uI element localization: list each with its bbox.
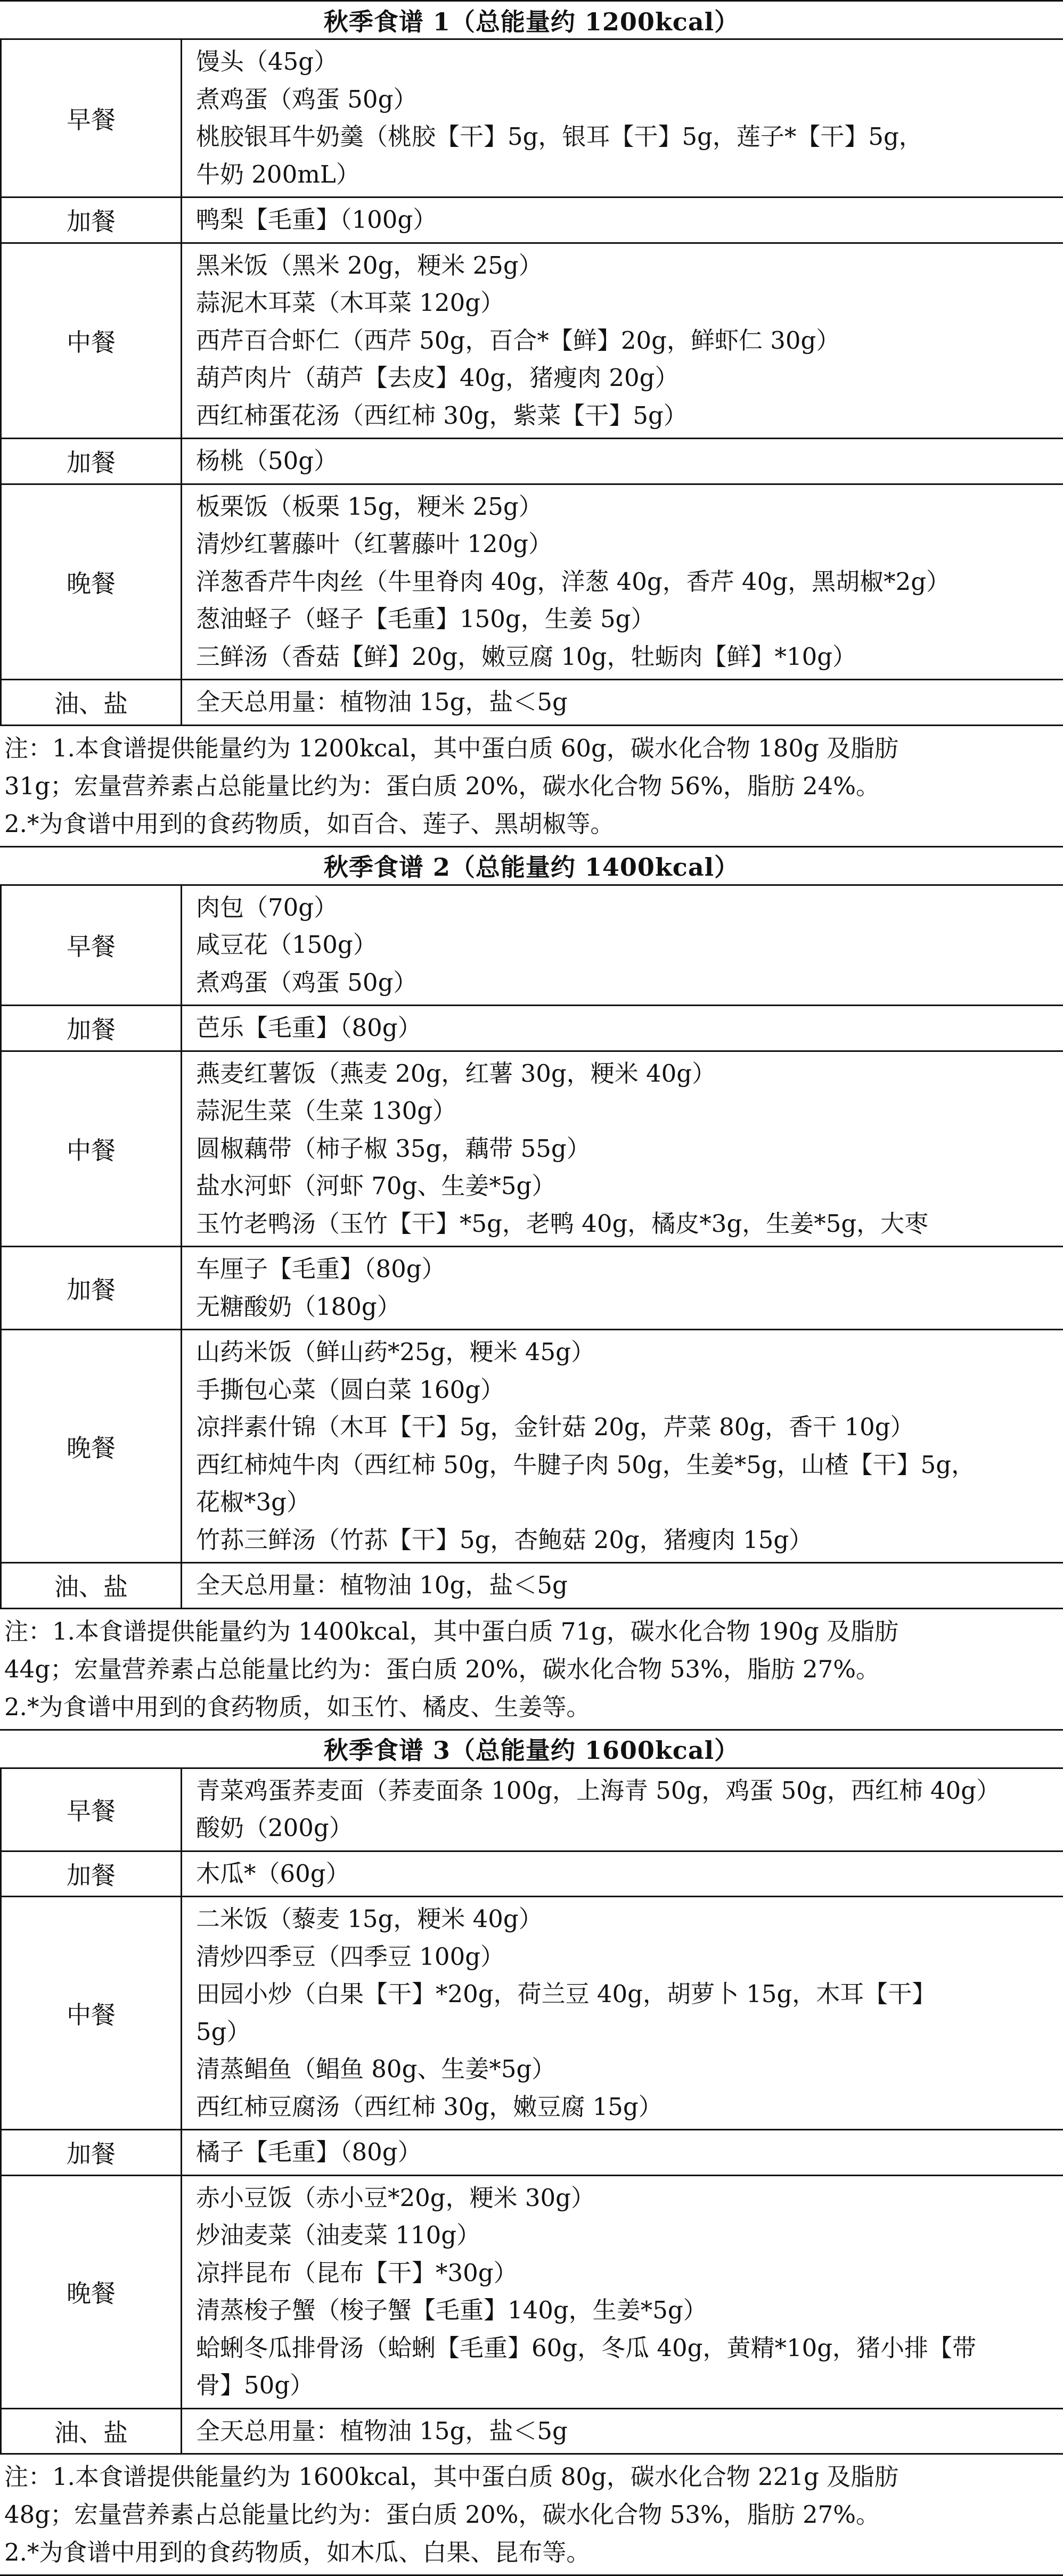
dish-line: 田园小炒（白果【干】*20g，荷兰豆 40g，胡萝卜 15g，木耳【干】: [196, 1976, 1058, 2013]
dish-line: 二米饭（藜麦 15g，粳米 40g）: [196, 1900, 1058, 1938]
note-line: 2.*为食谱中用到的食药物质，如百合、莲子、黑胡椒等。: [4, 805, 1058, 843]
note-line: 注：1.本食谱提供能量约为 1600kcal，其中蛋白质 80g，碳水化合物 221g 及脂肪: [4, 2458, 1058, 2496]
meal-name: 早餐: [0, 886, 182, 1005]
dish-line: 蛤蜊冬瓜排骨汤（蛤蜊【毛重】60g，冬瓜 40g，黄精*10g，猪小排【带: [196, 2330, 1058, 2367]
meal-row: [0, 1052, 1063, 1248]
meal-row: [0, 1006, 1063, 1052]
meal-items: [182, 439, 1063, 483]
note-line: 31g；宏量营养素占总能量比约为：蛋白质 20%，碳水化合物 56%，脂肪 24%。: [4, 767, 1058, 805]
dish-line: 桃胶银耳牛奶羹（桃胶【干】5g，银耳【干】5g，莲子*【干】5g，: [196, 118, 1058, 156]
menu-title: 秋季食谱 1（总能量约 1200kcal）: [0, 2, 1063, 40]
dish-line: 清炒四季豆（四季豆 100g）: [196, 1938, 1058, 1976]
dish-line: 西红柿豆腐汤（西红柿 30g，嫩豆腐 15g）: [196, 2088, 1058, 2126]
meal-items: [182, 198, 1063, 242]
meal-row: [0, 2409, 1063, 2455]
dish-line: 葫芦肉片（葫芦【去皮】40g，猪瘦肉 20g）: [196, 359, 1058, 397]
meal-items: [182, 40, 1063, 196]
dish-line: 全天总用量：植物油 10g，盐＜5g: [196, 1567, 1058, 1604]
meal-items: [182, 1852, 1063, 1896]
meal-name: 晚餐: [0, 1330, 182, 1562]
menu-title: 秋季食谱 2（总能量约 1400kcal）: [0, 847, 1063, 886]
dish-line: 杨桃（50g）: [196, 442, 1058, 480]
note-line: 48g；宏量营养素占总能量比约为：蛋白质 20%，碳水化合物 53%，脂肪 27%。: [4, 2496, 1058, 2533]
dish-line: 凉拌素什锦（木耳【干】5g，金针菇 20g，芹菜 80g，香干 10g）: [196, 1409, 1058, 1446]
meal-name: 加餐: [0, 439, 182, 483]
dish-line: 西芹百合虾仁（西芹 50g，百合*【鲜】20g，鲜虾仁 30g）: [196, 322, 1058, 360]
dish-line: 5g）: [196, 2013, 1058, 2051]
meal-name: 油、盐: [0, 680, 182, 725]
meal-row: [0, 439, 1063, 485]
dish-line: 赤小豆饭（赤小豆*20g，粳米 30g）: [196, 2179, 1058, 2217]
meal-name: 晚餐: [0, 2176, 182, 2408]
meal-row: [0, 680, 1063, 726]
dish-line: 清炒红薯藤叶（红薯藤叶 120g）: [196, 525, 1058, 563]
dish-line: 西红柿炖牛肉（西红柿 50g，牛腱子肉 50g，生姜*5g，山楂【干】5g，: [196, 1446, 1058, 1484]
dish-line: 手撕包心菜（圆白菜 160g）: [196, 1371, 1058, 1409]
dish-line: 鸭梨【毛重】（100g）: [196, 201, 1058, 239]
dish-line: 肉包（70g）: [196, 889, 1058, 927]
menu-section: [0, 847, 1063, 1731]
dish-line: 清蒸梭子蟹（梭子蟹【毛重】140g，生姜*5g）: [196, 2292, 1058, 2330]
meal-name: 中餐: [0, 1052, 182, 1246]
meal-row: [0, 244, 1063, 440]
meal-row: [0, 1563, 1063, 1609]
meal-items: [182, 1330, 1063, 1562]
note-line: 2.*为食谱中用到的食药物质，如木瓜、白果、昆布等。: [4, 2533, 1058, 2571]
meal-name: 油、盐: [0, 1563, 182, 1608]
menu-section: [0, 2, 1063, 847]
meal-items: [182, 1897, 1063, 2129]
meal-items: [182, 1052, 1063, 1246]
dish-line: 木瓜*（60g）: [196, 1855, 1058, 1893]
dish-line: 炒油麦菜（油麦菜 110g）: [196, 2217, 1058, 2254]
dish-line: 盐水河虾（河虾 70g、生姜*5g）: [196, 1167, 1058, 1205]
meal-items: [182, 485, 1063, 679]
dish-line: 橘子【毛重】（80g）: [196, 2134, 1058, 2171]
meal-name: 油、盐: [0, 2409, 182, 2454]
meal-items: [182, 680, 1063, 725]
menu-title: 秋季食谱 3（总能量约 1600kcal）: [0, 1731, 1063, 1769]
meal-items: [182, 2176, 1063, 2408]
meal-name: 中餐: [0, 244, 182, 438]
dish-line: 洋葱香芹牛肉丝（牛里脊肉 40g，洋葱 40g，香芹 40g，黑胡椒*2g）: [196, 563, 1058, 601]
meal-items: [182, 244, 1063, 438]
dish-line: 圆椒藕带（柿子椒 35g，藕带 55g）: [196, 1130, 1058, 1168]
meal-name: 加餐: [0, 1852, 182, 1896]
dish-line: 玉竹老鸭汤（玉竹【干】*5g，老鸭 40g，橘皮*3g，生姜*5g，大枣: [196, 1205, 1058, 1243]
dish-line: 凉拌昆布（昆布【干】*30g）: [196, 2254, 1058, 2292]
meal-items: [182, 886, 1063, 1005]
dish-line: 咸豆花（150g）: [196, 926, 1058, 964]
dish-line: 葱油蛏子（蛏子【毛重】150g，生姜 5g）: [196, 600, 1058, 638]
meal-name: 中餐: [0, 1897, 182, 2129]
meal-items: [182, 1247, 1063, 1329]
meal-items: [182, 1769, 1063, 1850]
meal-row: [0, 485, 1063, 681]
meal-items: [182, 2409, 1063, 2454]
note-line: 注：1.本食谱提供能量约为 1200kcal，其中蛋白质 60g，碳水化合物 180g 及脂肪: [4, 729, 1058, 767]
dish-line: 全天总用量：植物油 15g，盐＜5g: [196, 2413, 1058, 2450]
dish-line: 蒜泥木耳菜（木耳菜 120g）: [196, 284, 1058, 322]
meal-items: [182, 1006, 1063, 1050]
meal-row: [0, 1247, 1063, 1330]
note-line: 44g；宏量营养素占总能量比约为：蛋白质 20%，碳水化合物 53%，脂肪 27%。: [4, 1650, 1058, 1688]
meal-row: [0, 1897, 1063, 2130]
meal-name: 加餐: [0, 198, 182, 242]
menu-section: [0, 1731, 1063, 2576]
dish-line: 花椒*3g）: [196, 1484, 1058, 1521]
dish-line: 煮鸡蛋（鸡蛋 50g）: [196, 81, 1058, 119]
meal-items: [182, 1563, 1063, 1608]
dish-line: 青菜鸡蛋荞麦面（荞麦面条 100g，上海青 50g，鸡蛋 50g，西红柿 40g）: [196, 1772, 1058, 1810]
menu-note: [0, 726, 1063, 847]
meal-name: 加餐: [0, 2130, 182, 2175]
dish-line: 山药米饭（鲜山药*25g，粳米 45g）: [196, 1334, 1058, 1371]
meal-row: [0, 198, 1063, 244]
dish-line: 骨】50g）: [196, 2367, 1058, 2405]
dish-line: 清蒸鲳鱼（鲳鱼 80g、生姜*5g）: [196, 2051, 1058, 2088]
meal-name: 早餐: [0, 1769, 182, 1850]
dish-line: 酸奶（200g）: [196, 1809, 1058, 1847]
meal-name: 加餐: [0, 1006, 182, 1050]
dish-line: 无糖酸奶（180g）: [196, 1288, 1058, 1326]
dish-line: 馒头（45g）: [196, 43, 1058, 81]
dish-line: 全天总用量：植物油 15g，盐＜5g: [196, 684, 1058, 721]
meal-name: 早餐: [0, 40, 182, 196]
dish-line: 黑米饭（黑米 20g，粳米 25g）: [196, 247, 1058, 285]
dish-line: 蒜泥生菜（生菜 130g）: [196, 1092, 1058, 1130]
dish-line: 西红柿蛋花汤（西红柿 30g，紫菜【干】5g）: [196, 397, 1058, 435]
dish-line: 竹荪三鲜汤（竹荪【干】5g，杏鲍菇 20g，猪瘦肉 15g）: [196, 1521, 1058, 1559]
note-line: 2.*为食谱中用到的食药物质，如玉竹、橘皮、生姜等。: [4, 1688, 1058, 1726]
meal-row: [0, 1852, 1063, 1898]
menu-note: [0, 1609, 1063, 1731]
menu-note: [0, 2455, 1063, 2576]
meal-name: 晚餐: [0, 485, 182, 679]
meal-row: [0, 1330, 1063, 1563]
meal-row: [0, 40, 1063, 198]
dish-line: 牛奶 200mL）: [196, 156, 1058, 194]
meal-row: [0, 886, 1063, 1007]
dish-line: 煮鸡蛋（鸡蛋 50g）: [196, 964, 1058, 1002]
dish-line: 板栗饭（板栗 15g，粳米 25g）: [196, 488, 1058, 526]
note-line: 注：1.本食谱提供能量约为 1400kcal，其中蛋白质 71g，碳水化合物 190g 及脂肪: [4, 1612, 1058, 1650]
meal-row: [0, 2176, 1063, 2409]
dish-line: 三鲜汤（香菇【鲜】20g，嫩豆腐 10g，牡蛎肉【鲜】*10g）: [196, 638, 1058, 676]
meal-row: [0, 2130, 1063, 2176]
dish-line: 燕麦红薯饭（燕麦 20g，红薯 30g，粳米 40g）: [196, 1055, 1058, 1093]
meal-name: 加餐: [0, 1247, 182, 1329]
dish-line: 芭乐【毛重】（80g）: [196, 1009, 1058, 1047]
meal-row: [0, 1769, 1063, 1852]
meal-items: [182, 2130, 1063, 2175]
dish-line: 车厘子【毛重】（80g）: [196, 1250, 1058, 1288]
